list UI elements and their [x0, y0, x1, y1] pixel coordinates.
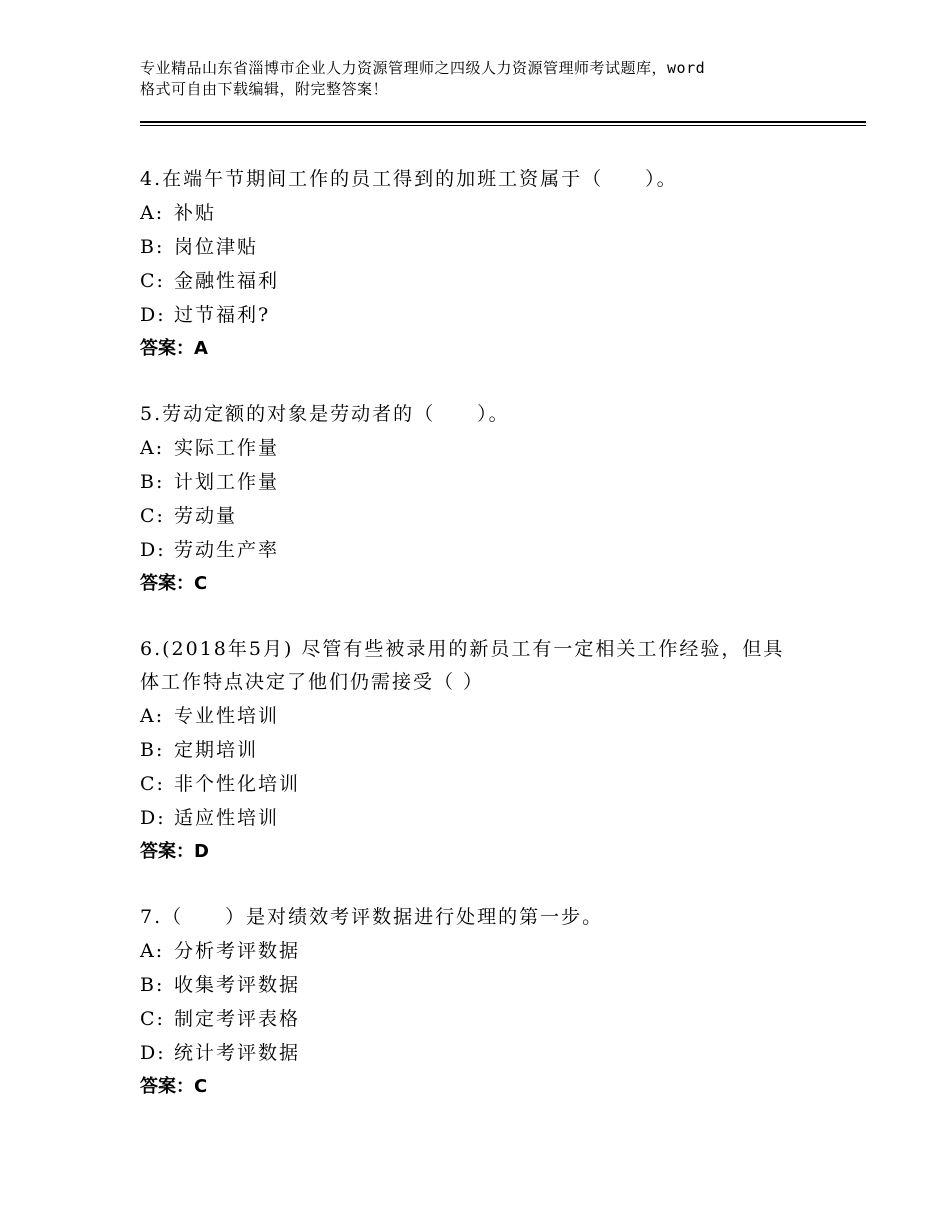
option-label: A:	[140, 940, 165, 962]
option-text: 分析考评数据	[174, 940, 301, 962]
document-header	[140, 58, 840, 100]
option-label: C:	[140, 505, 165, 527]
option-text: 劳动生产率	[174, 539, 280, 561]
option-text: 补贴	[174, 202, 217, 224]
question-5	[140, 398, 830, 601]
option-a	[140, 934, 830, 968]
option-c	[140, 499, 830, 533]
option-a	[140, 699, 830, 733]
option-a	[140, 431, 830, 465]
option-label: D:	[140, 304, 166, 326]
option-a	[140, 196, 830, 230]
question-text-continued: 体工作特点决定了他们仍需接受（ ）	[140, 671, 485, 693]
option-label: A:	[140, 202, 165, 224]
question-list	[140, 163, 830, 1136]
option-text: 专业性培训	[174, 705, 280, 727]
option-text: 定期培训	[174, 739, 259, 761]
option-d	[140, 1036, 830, 1070]
option-label: C:	[140, 773, 165, 795]
option-b	[140, 230, 830, 264]
option-d	[140, 533, 830, 567]
option-text: 统计考评数据	[174, 1042, 301, 1064]
option-text: 岗位津贴	[174, 236, 259, 258]
header-line-2: 格式可自由下载编辑，附完整答案！	[140, 80, 389, 98]
option-text: 制定考评表格	[174, 1008, 301, 1030]
answer: 答案：C	[140, 1076, 208, 1097]
option-label: D:	[140, 539, 166, 561]
option-label: D:	[140, 1042, 166, 1064]
question-text: 4.在端午节期间工作的员工得到的加班工资属于（ ）。	[140, 168, 678, 190]
option-c	[140, 264, 830, 298]
option-text: 适应性培训	[174, 807, 280, 829]
answer: 答案：A	[140, 338, 208, 359]
option-label: A:	[140, 437, 165, 459]
option-text: 过节福利?	[174, 304, 271, 326]
option-label: B:	[140, 974, 165, 996]
answer: 答案：D	[140, 841, 209, 862]
option-b	[140, 968, 830, 1002]
option-label: B:	[140, 739, 165, 761]
option-label: C:	[140, 270, 165, 292]
option-text: 收集考评数据	[174, 974, 301, 996]
option-text: 非个性化培训	[174, 773, 301, 795]
option-text: 计划工作量	[174, 471, 280, 493]
option-label: A:	[140, 705, 165, 727]
option-text: 劳动量	[174, 505, 238, 527]
option-b	[140, 733, 830, 767]
header-line-1: 专业精品山东省淄博市企业人力资源管理师之四级人力资源管理师考试题库，word	[140, 59, 706, 77]
question-text: 5.劳动定额的对象是劳动者的（ ）。	[140, 403, 510, 425]
question-4	[140, 163, 830, 366]
option-d	[140, 298, 830, 332]
answer: 答案：C	[140, 573, 208, 594]
option-b	[140, 465, 830, 499]
option-c	[140, 1002, 830, 1036]
header-divider-thick	[140, 121, 866, 123]
option-label: C:	[140, 1008, 165, 1030]
header-divider-thin	[140, 125, 866, 126]
option-text: 实际工作量	[174, 437, 280, 459]
option-label: B:	[140, 236, 165, 258]
option-label: D:	[140, 807, 166, 829]
question-6	[140, 633, 830, 869]
option-label: B:	[140, 471, 165, 493]
option-c	[140, 767, 830, 801]
question-text: 6.(2018年5月) 尽管有些被录用的新员工有一定相关工作经验，但具	[140, 638, 785, 660]
option-text: 金融性福利	[174, 270, 280, 292]
question-text: 7.（ ）是对绩效考评数据进行处理的第一步。	[140, 906, 604, 928]
option-d	[140, 801, 830, 835]
question-7	[140, 901, 830, 1104]
